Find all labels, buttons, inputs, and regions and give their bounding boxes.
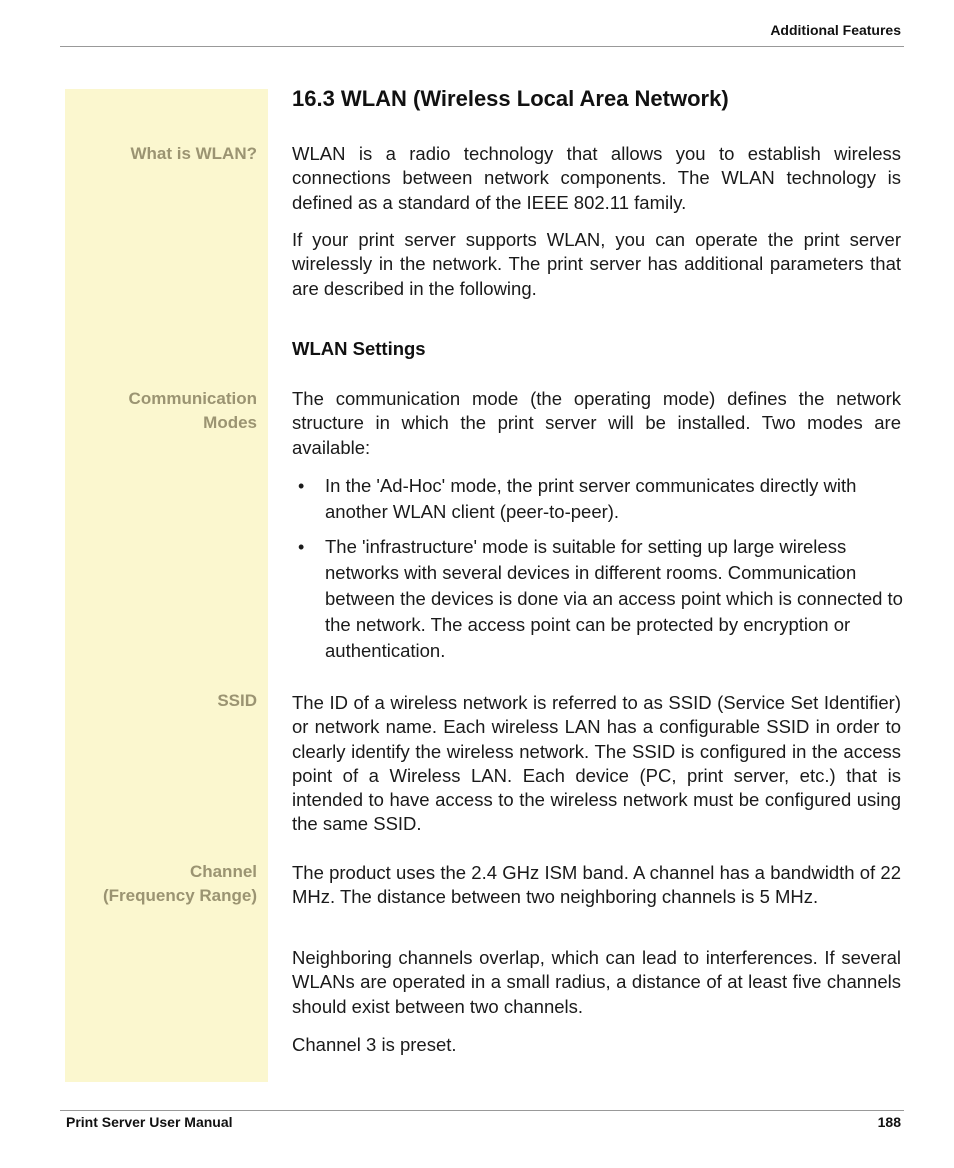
margin-label-communication-modes: Communication Modes bbox=[128, 389, 257, 432]
margin-label-ssid: SSID bbox=[217, 691, 257, 710]
page-number: 188 bbox=[877, 1114, 901, 1130]
bullet-infrastructure: The 'infrastructure' mode is suitable for setting up large wireless networks with several devices in different rooms. Communication between the devices is done via an access point which is connected to the network. The access point can be protected by encryption or authentication. bbox=[325, 536, 903, 661]
footer-divider bbox=[60, 1110, 904, 1111]
wlan-intro-paragraph-2: If your print server supports WLAN, you can operate the print server wirelessly in the network. The print server has additional parameters that are described in the following. bbox=[292, 229, 901, 299]
ssid-paragraph: The ID of a wireless network is referred to as SSID (Service Set Identifier) or network name. Each wireless LAN has a configurable SSID in order to clearly identify the wireless network. The SSID is configured in the access point of a Wireless LAN. Each device (PC, print server, etc.) that is intended to have access to the wireless network must be configured using the same SSID. bbox=[292, 692, 901, 835]
footer-manual-title: Print Server User Manual bbox=[66, 1114, 233, 1130]
bullet-marker: • bbox=[298, 476, 305, 496]
bullet-marker: • bbox=[298, 537, 305, 557]
section-title: 16.3 WLAN (Wireless Local Area Network) bbox=[292, 86, 729, 111]
channel-paragraph-1: The product uses the 2.4 GHz ISM band. A channel has a bandwidth of 22 MHz. The distance between two neighboring channels is 5 MHz. bbox=[292, 862, 901, 908]
wlan-settings-heading: WLAN Settings bbox=[292, 338, 426, 359]
bullet-ad-hoc: In the 'Ad-Hoc' mode, the print server communicates directly with another WLAN client (peer-to-peer). bbox=[325, 475, 857, 522]
margin-label-what-is-wlan: What is WLAN? bbox=[130, 144, 257, 163]
running-header: Additional Features bbox=[770, 22, 901, 38]
margin-label-channel: Channel (Frequency Range) bbox=[103, 862, 257, 905]
margin-sidebar bbox=[65, 89, 268, 1082]
wlan-intro-paragraph-1: WLAN is a radio technology that allows you to establish wireless connections between network components. The WLAN technology is defined as a standard of the IEEE 802.11 family. bbox=[292, 143, 901, 213]
communication-paragraph: The communication mode (the operating mode) defines the network structure in which the print server will be installed. Two modes are available: bbox=[292, 388, 901, 458]
channel-paragraph-2: Neighboring channels overlap, which can lead to interferences. If several WLANs are operated in a small radius, a distance of at least five channels should exist between two channels. bbox=[292, 947, 901, 1017]
channel-paragraph-3: Channel 3 is preset. bbox=[292, 1034, 457, 1055]
header-divider bbox=[60, 46, 904, 47]
